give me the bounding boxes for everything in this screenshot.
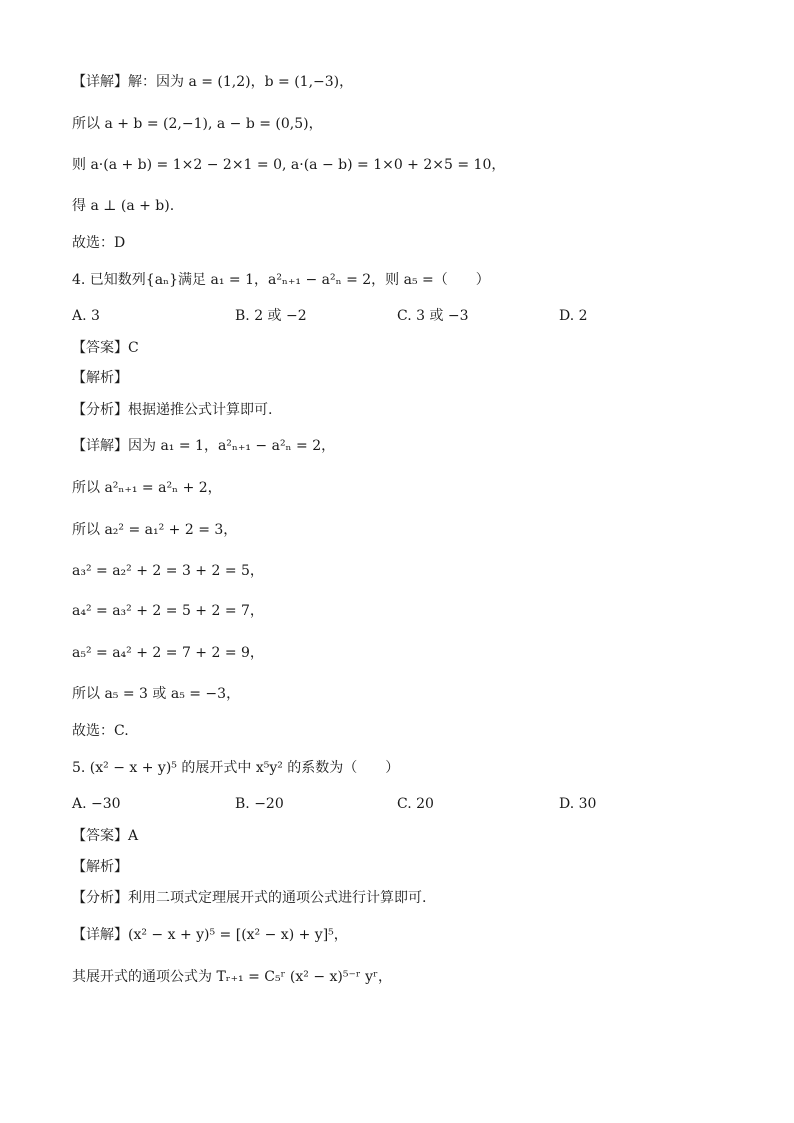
detail-line-4: 得 a ⊥ (a + b). [72, 198, 175, 214]
q5-detail-1: 【详解】(x² − x + y)⁵ = [(x² − x) + y]⁵， [72, 927, 348, 943]
q4-detail-4: a₃² = a₂² + 2 = 3 + 2 = 5， [72, 563, 264, 579]
question-5-stem: 5. (x² − x + y)⁵ 的展开式中 x⁵y² 的系数为（ ） [72, 760, 400, 776]
q5-option-c: C. 20 [397, 796, 434, 812]
q4-detail-6: a₅² = a₄² + 2 = 7 + 2 = 9， [72, 645, 264, 661]
q4-detail-3: 所以 a₂² = a₁² + 2 = 3， [72, 522, 238, 538]
q5-analysis-heading: 【解析】 [72, 859, 128, 875]
q4-answer: 【答案】C [72, 340, 139, 356]
q4-detail-7: 所以 a₅ = 3 或 a₅ = −3， [72, 686, 241, 702]
detail-line-3: 则 a·(a + b) = 1×2 − 2×1 = 0, a·(a − b) = 1×0 + 2×5 = 10， [72, 157, 506, 173]
q4-detail-2: 所以 a²ₙ₊₁ = a²ₙ + 2， [72, 480, 222, 496]
detail-line-1: 【详解】解：因为 a = (1,2)，b = (1,−3)， [72, 74, 354, 90]
q4-option-c: C. 3 或 −3 [397, 308, 469, 324]
q5-detail-2: 其展开式的通项公式为 Tᵣ₊₁ = C₅ʳ (x² − x)⁵⁻ʳ yʳ， [72, 969, 392, 985]
q4-detail-1: 【详解】因为 a₁ = 1，a²ₙ₊₁ − a²ₙ = 2， [72, 438, 336, 454]
q5-option-a: A. −30 [72, 796, 121, 812]
q4-option-a: A. 3 [72, 308, 100, 324]
question-4-stem: 4. 已知数列{aₙ}满足 a₁ = 1，a²ₙ₊₁ − a²ₙ = 2，则 a₅ =（ ） [72, 272, 490, 288]
q4-detail-5: a₄² = a₃² + 2 = 5 + 2 = 7， [72, 603, 264, 619]
q4-analysis-heading: 【解析】 [72, 370, 128, 386]
answer-choice-line: 故选：D [72, 235, 126, 251]
q5-option-d: D. 30 [559, 796, 597, 812]
q5-answer: 【答案】A [72, 828, 139, 844]
q4-option-b: B. 2 或 −2 [235, 308, 307, 324]
detail-line-2: 所以 a + b = (2,−1), a − b = (0,5)， [72, 116, 323, 132]
q5-analysis: 【分析】利用二项式定理展开式的通项公式进行计算即可. [72, 890, 427, 906]
q4-analysis: 【分析】根据递推公式计算即可. [72, 402, 273, 418]
q4-choice: 故选：C. [72, 723, 129, 739]
q4-option-d: D. 2 [559, 308, 588, 324]
q5-option-b: B. −20 [235, 796, 284, 812]
